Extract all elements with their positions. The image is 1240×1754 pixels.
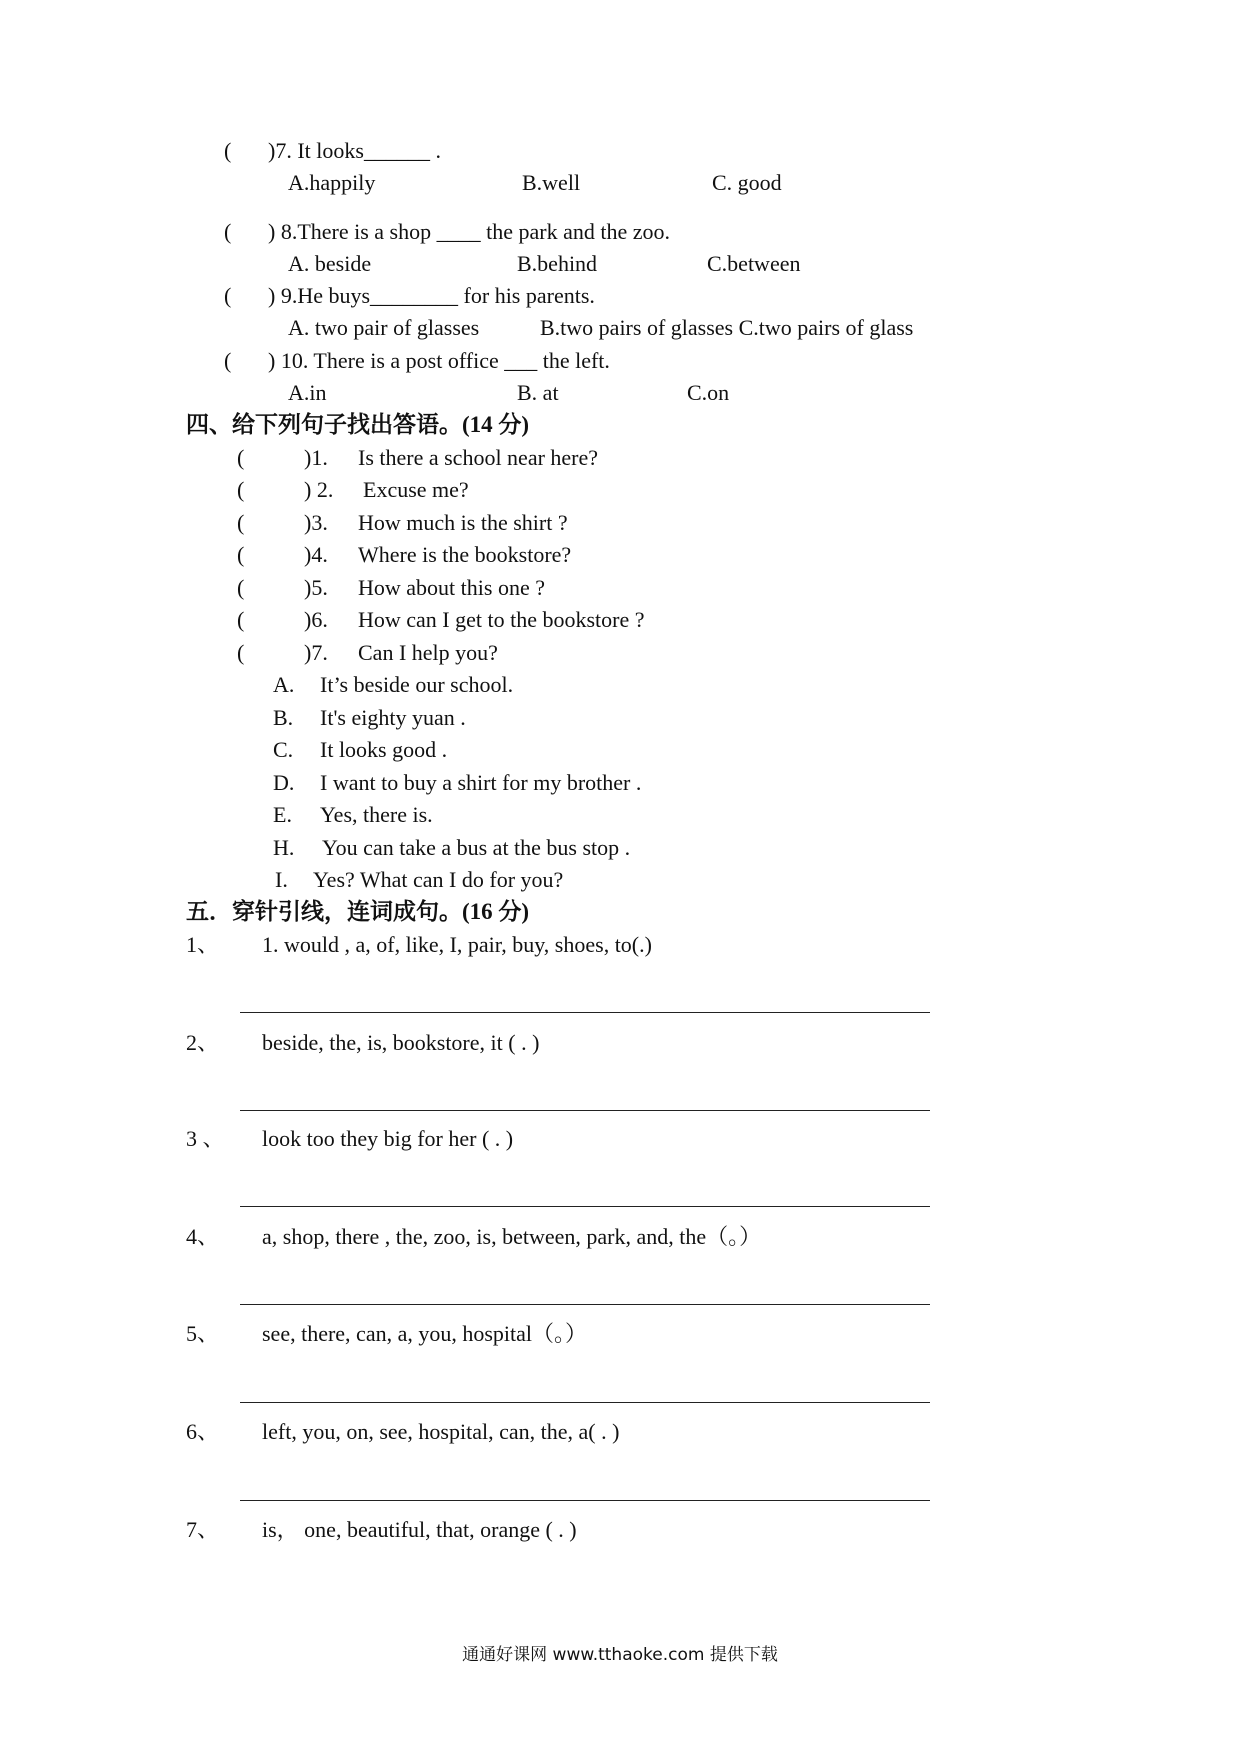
- q9-paren-open: (: [224, 283, 232, 308]
- q9-option-bc: B.two pairs of glasses C.two pairs of glass: [540, 315, 914, 340]
- s5-item3-words: look too they big for her ( . ): [262, 1126, 514, 1151]
- s4-ans-b-letter: B.: [273, 705, 294, 730]
- s5-item2-num: 2、: [186, 1030, 220, 1055]
- q7-paren-open: (: [224, 138, 232, 163]
- s4-ans-e-letter: E.: [273, 802, 292, 827]
- s5-item6-answer-line[interactable]: [240, 1500, 930, 1501]
- q8-option-b: B.behind: [517, 251, 598, 276]
- s5-item1-num: 1、: [186, 932, 220, 957]
- s4-q3-text: How much is the shirt ?: [358, 510, 568, 535]
- footer-source-note: 通通好课网 www.tthaoke.com 提供下载: [462, 1645, 778, 1665]
- q7-option-b: B.well: [522, 170, 581, 195]
- q8-option-a: A. beside: [288, 251, 372, 276]
- s4-q1-paren: (: [237, 445, 245, 470]
- section4-heading: 四、给下列句子找出答语。(14 分): [186, 412, 530, 437]
- s4-q5-num: )5.: [304, 575, 328, 600]
- s4-ans-c-text: It looks good .: [320, 737, 448, 762]
- s5-item2-words: beside, the, is, bookstore, it ( . ): [262, 1030, 540, 1055]
- s4-q7-paren: (: [237, 640, 245, 665]
- s4-q7-text: Can I help you?: [358, 640, 498, 665]
- s4-ans-i-letter: I.: [275, 867, 288, 892]
- s5-item1-answer-line[interactable]: [240, 1012, 930, 1013]
- q8-question: ) 8.There is a shop ____ the park and the zoo.: [268, 219, 670, 244]
- q10-option-c: C.on: [687, 380, 730, 405]
- s5-item7-words: is， one, beautiful, that, orange ( . ): [262, 1517, 577, 1542]
- s4-q5-paren: (: [237, 575, 245, 600]
- s4-q3-paren: (: [237, 510, 245, 535]
- q10-question: ) 10. There is a post office ___ the left.: [268, 348, 610, 373]
- s5-item7-num: 7、: [186, 1517, 220, 1542]
- q7-option-a: A.happily: [288, 170, 376, 195]
- s4-q2-num: ) 2.: [304, 477, 334, 502]
- s5-item4-answer-line[interactable]: [240, 1304, 930, 1305]
- section5-heading: 五．穿针引线，连词成句。(16 分): [186, 899, 530, 924]
- s4-ans-c-letter: C.: [273, 737, 294, 762]
- s5-item6-words: left, you, on, see, hospital, can, the, a( . ): [262, 1419, 620, 1444]
- q7-question: )7. It looks______ .: [268, 138, 441, 163]
- s4-ans-d-letter: D.: [273, 770, 295, 795]
- s4-ans-h-text: You can take a bus at the bus stop .: [322, 835, 631, 860]
- s4-q3-num: )3.: [304, 510, 328, 535]
- s4-q4-text: Where is the bookstore?: [358, 542, 572, 567]
- s4-q1-num: )1.: [304, 445, 328, 470]
- s5-item2-answer-line[interactable]: [240, 1110, 930, 1111]
- q8-paren-open: (: [224, 219, 232, 244]
- s5-item6-num: 6、: [186, 1419, 220, 1444]
- s5-item4-num: 4、: [186, 1224, 220, 1249]
- s4-ans-b-text: It's eighty yuan .: [320, 705, 466, 730]
- s4-ans-e-text: Yes, there is.: [320, 802, 433, 827]
- s4-ans-a-text: It’s beside our school.: [320, 672, 514, 697]
- s4-q6-paren: (: [237, 607, 245, 632]
- s4-q7-num: )7.: [304, 640, 328, 665]
- q10-option-b: B. at: [517, 380, 559, 405]
- s4-q4-paren: (: [237, 542, 245, 567]
- s4-ans-a-letter: A.: [273, 672, 295, 697]
- s4-ans-h-letter: H.: [273, 835, 295, 860]
- s4-q1-text: Is there a school near here?: [358, 445, 599, 470]
- s4-ans-i-text: Yes? What can I do for you?: [313, 867, 564, 892]
- q8-option-c: C.between: [707, 251, 801, 276]
- s5-item5-num: 5、: [186, 1321, 220, 1346]
- s4-q2-paren: (: [237, 477, 245, 502]
- s4-ans-d-text: I want to buy a shirt for my brother .: [320, 770, 642, 795]
- q7-option-c: C. good: [712, 170, 782, 195]
- s5-item5-words: see, there, can, a, you, hospital（。）: [262, 1321, 588, 1346]
- s5-item3-answer-line[interactable]: [240, 1206, 930, 1207]
- s4-q4-num: )4.: [304, 542, 328, 567]
- s5-item5-answer-line[interactable]: [240, 1402, 930, 1403]
- s4-q2-text: Excuse me?: [363, 477, 469, 502]
- s5-item3-num: 3 、: [186, 1126, 225, 1151]
- s4-q6-num: )6.: [304, 607, 328, 632]
- q9-option-a: A. two pair of glasses: [288, 315, 480, 340]
- s4-q5-text: How about this one ?: [358, 575, 545, 600]
- q9-question: ) 9.He buys________ for his parents.: [268, 283, 595, 308]
- s5-item1-words: 1. would , a, of, like, I, pair, buy, shoes, to(.): [262, 932, 652, 957]
- s5-item4-words: a, shop, there , the, zoo, is, between, park, and, the（。）: [262, 1224, 762, 1249]
- q10-paren-open: (: [224, 348, 232, 373]
- q10-option-a: A.in: [288, 380, 327, 405]
- s4-q6-text: How can I get to the bookstore ?: [358, 607, 645, 632]
